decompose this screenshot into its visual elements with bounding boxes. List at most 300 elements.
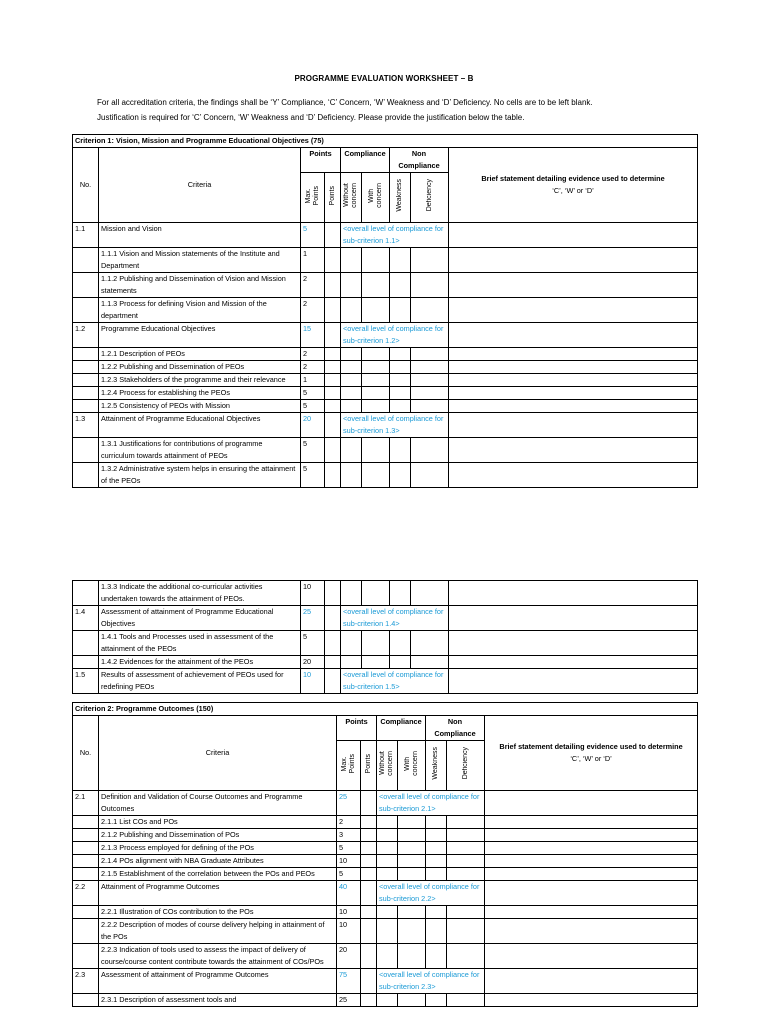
row-points-cell <box>325 656 341 669</box>
row-brief-statement-cell <box>449 361 698 374</box>
row-points-cell <box>325 387 341 400</box>
row-points-cell <box>325 438 341 463</box>
row-without-concern-cell <box>377 919 398 944</box>
row-deficiency-cell <box>447 868 485 881</box>
row-criteria: 2.2.1 Illustration of COs contribution to the POs <box>99 906 337 919</box>
row-weakness-cell <box>390 248 411 273</box>
row-criteria: 1.4.1 Tools and Processes used in assessment of the attainment of the PEOs <box>99 631 301 656</box>
row-brief-statement-cell <box>449 223 698 248</box>
row-with-concern-cell <box>398 842 426 855</box>
row-weakness-cell <box>390 400 411 413</box>
criterion-row <box>73 994 698 1007</box>
row-brief-statement-cell <box>485 881 698 906</box>
row-max-points: 2 <box>301 273 325 298</box>
row-with-concern-cell <box>398 944 426 969</box>
row-without-concern-cell <box>341 273 362 298</box>
row-with-concern-cell <box>362 248 390 273</box>
intro-line-2: Justification is required for ‘C’ Concern, ‘W’ Weakness and ‘D’ Deficiency. Please provide the justification below the table. <box>97 113 525 122</box>
row-with-concern-cell <box>362 298 390 323</box>
row-with-concern-cell <box>362 656 390 669</box>
row-brief-statement-cell <box>449 581 698 606</box>
row-brief-statement-cell <box>485 829 698 842</box>
row-brief-statement-cell <box>449 273 698 298</box>
row-criteria: 1.1.3 Process for defining Vision and Mission of the department <box>99 298 301 323</box>
row-deficiency-cell <box>447 906 485 919</box>
row-max-points: 10 <box>301 581 325 606</box>
row-max-points: 25 <box>301 606 325 631</box>
row-deficiency-cell <box>411 248 449 273</box>
row-with-concern-cell <box>398 919 426 944</box>
row-deficiency-cell <box>411 298 449 323</box>
row-criteria: 2.1.3 Process employed for defining of the POs <box>99 842 337 855</box>
sub-criterion-row <box>73 606 698 631</box>
row-points-cell <box>361 994 377 1007</box>
row-without-concern-cell <box>341 298 362 323</box>
row-points-cell <box>325 400 341 413</box>
header-compliance: Compliance <box>341 148 390 173</box>
row-criteria: 2.1.4 POs alignment with NBA Graduate Attributes <box>99 855 337 868</box>
header-without-concern: Without concern <box>341 173 362 223</box>
row-brief-statement-cell <box>485 994 698 1007</box>
row-max-points: 2 <box>301 298 325 323</box>
criterion-row <box>73 944 698 969</box>
row-weakness-cell <box>390 273 411 298</box>
row-number <box>73 374 99 387</box>
row-points-cell <box>325 631 341 656</box>
row-brief-statement-cell <box>485 816 698 829</box>
row-with-concern-cell <box>362 361 390 374</box>
row-criteria: Attainment of Programme Outcomes <box>99 881 337 906</box>
row-max-points: 20 <box>301 413 325 438</box>
criterion-row <box>73 581 698 606</box>
row-weakness-cell <box>426 919 447 944</box>
row-max-points: 20 <box>301 656 325 669</box>
row-without-concern-cell <box>341 463 362 488</box>
row-without-concern-cell <box>377 855 398 868</box>
row-brief-statement-cell <box>449 400 698 413</box>
row-criteria: Definition and Validation of Course Outcomes and Programme Outcomes <box>99 791 337 816</box>
row-max-points: 5 <box>301 400 325 413</box>
row-criteria: 1.2.2 Publishing and Dissemination of PEOs <box>99 361 301 374</box>
row-points-cell <box>361 906 377 919</box>
row-max-points: 10 <box>301 669 325 694</box>
row-weakness-cell <box>390 348 411 361</box>
header-deficiency: Deficiency <box>411 173 449 223</box>
row-points-cell <box>361 829 377 842</box>
row-weakness-cell <box>426 906 447 919</box>
row-criteria: 2.1.1 List COs and POs <box>99 816 337 829</box>
header-brief-2-line-2: ‘C’, ‘W’ or ‘D’ <box>570 754 612 763</box>
row-number <box>73 361 99 374</box>
row-max-points: 75 <box>337 969 361 994</box>
criterion-row <box>73 438 698 463</box>
row-deficiency-cell <box>411 361 449 374</box>
sub-criterion-row <box>73 223 698 248</box>
row-criteria: 1.4.2 Evidences for the attainment of the PEOs <box>99 656 301 669</box>
row-deficiency-cell <box>411 273 449 298</box>
header-criteria-2: Criteria <box>99 716 337 791</box>
row-points-cell <box>325 581 341 606</box>
row-number: 1.3 <box>73 413 99 438</box>
row-without-concern-cell <box>377 829 398 842</box>
row-number: 1.1 <box>73 223 99 248</box>
sub-criterion-row <box>73 791 698 816</box>
header-criteria: Criteria <box>99 148 301 223</box>
criterion-row <box>73 348 698 361</box>
row-points-cell <box>361 919 377 944</box>
row-number: 2.1 <box>73 791 99 816</box>
row-max-points: 10 <box>337 906 361 919</box>
row-without-concern-cell <box>341 656 362 669</box>
criterion-row <box>73 361 698 374</box>
row-number <box>73 298 99 323</box>
row-criteria: Mission and Vision <box>99 223 301 248</box>
page-title: PROGRAMME EVALUATION WORKSHEET – B <box>294 74 474 83</box>
row-number <box>73 868 99 881</box>
header-brief-line-2: ‘C’, ‘W’ or ‘D’ <box>552 186 594 195</box>
row-brief-statement-cell <box>449 606 698 631</box>
row-with-concern-cell <box>362 387 390 400</box>
row-points-cell <box>325 223 341 248</box>
row-deficiency-cell <box>411 348 449 361</box>
row-number <box>73 581 99 606</box>
row-deficiency-cell <box>447 816 485 829</box>
row-max-points: 15 <box>301 323 325 348</box>
row-without-concern-cell <box>341 387 362 400</box>
row-brief-statement-cell <box>449 656 698 669</box>
row-criteria: Results of assessment of achievement of PEOs used for redefining PEOs <box>99 669 301 694</box>
row-weakness-cell <box>390 581 411 606</box>
row-brief-statement-cell <box>485 944 698 969</box>
row-brief-statement-cell <box>485 842 698 855</box>
row-criteria: Attainment of Programme Educational Objectives <box>99 413 301 438</box>
row-weakness-cell <box>390 387 411 400</box>
row-max-points: 2 <box>301 361 325 374</box>
row-number <box>73 906 99 919</box>
row-points-cell <box>325 348 341 361</box>
row-criteria: 1.3.2 Administrative system helps in ensuring the attainment of the PEOs <box>99 463 301 488</box>
row-max-points: 20 <box>337 944 361 969</box>
row-weakness-cell <box>390 631 411 656</box>
row-criteria: 1.2.3 Stakeholders of the programme and their relevance <box>99 374 301 387</box>
row-max-points: 5 <box>301 463 325 488</box>
row-without-concern-cell <box>377 906 398 919</box>
row-deficiency-cell <box>447 855 485 868</box>
row-number <box>73 994 99 1007</box>
criterion-row <box>73 387 698 400</box>
row-without-concern-cell <box>377 868 398 881</box>
row-without-concern-cell <box>341 374 362 387</box>
header-points-col: Points <box>325 173 341 223</box>
row-number <box>73 631 99 656</box>
row-weakness-cell <box>426 944 447 969</box>
row-criteria: 2.2.3 Indication of tools used to assess the impact of delivery of course/course content contribute towards the attainment of COs/POs <box>99 944 337 969</box>
row-with-concern-cell <box>362 631 390 656</box>
row-points-cell <box>325 248 341 273</box>
row-without-concern-cell <box>341 581 362 606</box>
row-number: 2.2 <box>73 881 99 906</box>
intro-line-1: For all accreditation criteria, the findings shall be ‘Y’ Compliance, ‘C’ Concern, ‘W’ Weakness and ‘D’ Deficiency. No cells are to be left blank. <box>97 98 593 107</box>
header-with-concern-2: With concern <box>398 741 426 791</box>
row-points-cell <box>361 791 377 816</box>
header-points-2: Points <box>337 716 377 741</box>
row-max-points: 2 <box>337 816 361 829</box>
row-with-concern-cell <box>398 906 426 919</box>
sub-criterion-row <box>73 669 698 694</box>
criterion-row <box>73 829 698 842</box>
row-with-concern-cell <box>362 348 390 361</box>
row-deficiency-cell <box>411 438 449 463</box>
row-points-cell <box>361 816 377 829</box>
row-number: 1.2 <box>73 323 99 348</box>
row-without-concern-cell <box>377 816 398 829</box>
row-weakness-cell <box>426 994 447 1007</box>
row-weakness-cell <box>426 855 447 868</box>
row-max-points: 3 <box>337 829 361 842</box>
evaluation-table-3 <box>72 702 698 1007</box>
row-without-concern-cell <box>341 438 362 463</box>
row-weakness-cell <box>426 868 447 881</box>
header-points-col-2: Points <box>361 741 377 791</box>
row-with-concern-cell <box>362 273 390 298</box>
row-number <box>73 944 99 969</box>
row-brief-statement-cell <box>449 438 698 463</box>
row-criteria: 2.3.1 Description of assessment tools and <box>99 994 337 1007</box>
row-brief-statement-cell <box>449 248 698 273</box>
row-max-points: 5 <box>337 842 361 855</box>
row-criteria: 1.2.5 Consistency of PEOs with Mission <box>99 400 301 413</box>
row-weakness-cell <box>426 816 447 829</box>
row-deficiency-cell <box>447 829 485 842</box>
criterion-row <box>73 631 698 656</box>
criterion-row <box>73 842 698 855</box>
row-without-concern-cell <box>341 348 362 361</box>
row-max-points: 5 <box>337 868 361 881</box>
row-max-points: 10 <box>337 919 361 944</box>
row-brief-statement-cell <box>449 374 698 387</box>
row-brief-statement-cell <box>485 868 698 881</box>
row-brief-statement-cell <box>449 669 698 694</box>
header-points: Points <box>301 148 341 173</box>
row-with-concern-cell <box>398 868 426 881</box>
row-points-cell <box>361 855 377 868</box>
row-brief-statement-cell <box>485 969 698 994</box>
row-brief-statement-cell <box>449 387 698 400</box>
row-deficiency-cell <box>447 919 485 944</box>
row-points-cell <box>361 969 377 994</box>
criterion-row <box>73 463 698 488</box>
header-weakness-2: Weakness <box>426 741 447 791</box>
row-deficiency-cell <box>411 400 449 413</box>
row-deficiency-cell <box>411 463 449 488</box>
sub-criterion-row <box>73 323 698 348</box>
row-number <box>73 919 99 944</box>
row-compliance-note: <overall level of compliance for sub-criterion 1.2> <box>341 323 449 348</box>
row-number <box>73 387 99 400</box>
row-brief-statement-cell <box>449 298 698 323</box>
row-deficiency-cell <box>411 581 449 606</box>
criterion-row <box>73 868 698 881</box>
row-max-points: 25 <box>337 994 361 1007</box>
evaluation-table-2 <box>72 580 698 694</box>
row-points-cell <box>325 606 341 631</box>
row-number <box>73 248 99 273</box>
row-criteria: Assessment of attainment of Programme Outcomes <box>99 969 337 994</box>
row-without-concern-cell <box>341 400 362 413</box>
row-brief-statement-cell <box>449 463 698 488</box>
row-max-points: 1 <box>301 248 325 273</box>
header-brief-2-line-1: Brief statement detailing evidence used to determine <box>499 742 683 751</box>
row-number <box>73 400 99 413</box>
row-deficiency-cell <box>447 944 485 969</box>
row-weakness-cell <box>390 374 411 387</box>
criterion-2-title: Criterion 2: Programme Outcomes (150) <box>73 703 698 716</box>
row-brief-statement-cell <box>485 855 698 868</box>
row-criteria: Assessment of attainment of Programme Educational Objectives <box>99 606 301 631</box>
row-compliance-note: <overall level of compliance for sub-criterion 2.2> <box>377 881 485 906</box>
row-brief-statement-cell <box>485 791 698 816</box>
row-max-points: 1 <box>301 374 325 387</box>
row-points-cell <box>361 881 377 906</box>
row-with-concern-cell <box>398 855 426 868</box>
row-weakness-cell <box>390 438 411 463</box>
criterion-row <box>73 298 698 323</box>
row-points-cell <box>325 463 341 488</box>
row-criteria: 1.3.3 Indicate the additional co-curricular activities undertaken towards the attainment of PEOs. <box>99 581 301 606</box>
row-criteria: 2.1.2 Publishing and Dissemination of POs <box>99 829 337 842</box>
row-max-points: 40 <box>337 881 361 906</box>
row-points-cell <box>361 842 377 855</box>
header-no-2: No. <box>73 716 99 791</box>
row-criteria: 2.1.5 Establishment of the correlation between the POs and PEOs <box>99 868 337 881</box>
criterion-row <box>73 400 698 413</box>
row-number <box>73 816 99 829</box>
row-criteria: 1.1.2 Publishing and Dissemination of Vision and Mission statements <box>99 273 301 298</box>
criterion-row <box>73 919 698 944</box>
row-without-concern-cell <box>377 944 398 969</box>
row-points-cell <box>325 273 341 298</box>
row-max-points: 5 <box>301 631 325 656</box>
row-points-cell <box>325 361 341 374</box>
row-deficiency-cell <box>447 842 485 855</box>
criterion-row <box>73 273 698 298</box>
row-max-points: 10 <box>337 855 361 868</box>
criterion-row <box>73 656 698 669</box>
header-max-points: Max. Points <box>301 173 325 223</box>
row-brief-statement-cell <box>485 919 698 944</box>
row-number <box>73 842 99 855</box>
row-number <box>73 438 99 463</box>
row-number: 1.5 <box>73 669 99 694</box>
row-number <box>73 829 99 842</box>
row-compliance-note: <overall level of compliance for sub-criterion 1.3> <box>341 413 449 438</box>
row-with-concern-cell <box>362 438 390 463</box>
evaluation-table-1 <box>72 134 698 488</box>
row-with-concern-cell <box>362 374 390 387</box>
header-non-compliance-2: Non Compliance <box>426 716 485 741</box>
row-without-concern-cell <box>377 842 398 855</box>
row-number <box>73 855 99 868</box>
row-deficiency-cell <box>411 374 449 387</box>
row-number <box>73 348 99 361</box>
row-max-points: 25 <box>337 791 361 816</box>
row-criteria: 1.1.1 Vision and Mission statements of the Institute and Department <box>99 248 301 273</box>
row-points-cell <box>361 944 377 969</box>
header-compliance-2: Compliance <box>377 716 426 741</box>
row-deficiency-cell <box>447 994 485 1007</box>
row-compliance-note: <overall level of compliance for sub-criterion 1.1> <box>341 223 449 248</box>
row-points-cell <box>361 868 377 881</box>
criterion-row <box>73 374 698 387</box>
row-criteria: 1.2.4 Process for establishing the PEOs <box>99 387 301 400</box>
row-weakness-cell <box>390 361 411 374</box>
header-deficiency-2: Deficiency <box>447 741 485 791</box>
header-with-concern: With concern <box>362 173 390 223</box>
criterion-row <box>73 906 698 919</box>
row-brief-statement-cell <box>485 906 698 919</box>
row-criteria: Programme Educational Objectives <box>99 323 301 348</box>
criterion-row <box>73 816 698 829</box>
header-max-points-2: Max. Points <box>337 741 361 791</box>
row-number <box>73 656 99 669</box>
row-brief-statement-cell <box>449 413 698 438</box>
criterion-1-title: Criterion 1: Vision, Mission and Programme Educational Objectives (75) <box>73 135 698 148</box>
row-brief-statement-cell <box>449 323 698 348</box>
row-points-cell <box>325 298 341 323</box>
header-no: No. <box>73 148 99 223</box>
row-criteria: 2.2.2 Description of modes of course delivery helping in attainment of the POs <box>99 919 337 944</box>
row-without-concern-cell <box>341 248 362 273</box>
row-weakness-cell <box>426 842 447 855</box>
row-criteria: 1.2.1 Description of PEOs <box>99 348 301 361</box>
row-with-concern-cell <box>398 994 426 1007</box>
row-with-concern-cell <box>362 581 390 606</box>
row-compliance-note: <overall level of compliance for sub-criterion 1.4> <box>341 606 449 631</box>
row-number <box>73 273 99 298</box>
row-deficiency-cell <box>411 656 449 669</box>
row-max-points: 5 <box>301 223 325 248</box>
row-with-concern-cell <box>362 463 390 488</box>
sub-criterion-row <box>73 969 698 994</box>
header-brief-statement-2 <box>485 716 698 791</box>
row-deficiency-cell <box>411 631 449 656</box>
row-deficiency-cell <box>411 387 449 400</box>
row-number <box>73 463 99 488</box>
row-without-concern-cell <box>341 361 362 374</box>
row-points-cell <box>325 374 341 387</box>
header-without-concern-2: Without concern <box>377 741 398 791</box>
row-compliance-note: <overall level of compliance for sub-criterion 1.5> <box>341 669 449 694</box>
criterion-row <box>73 248 698 273</box>
row-max-points: 5 <box>301 387 325 400</box>
row-with-concern-cell <box>398 829 426 842</box>
row-weakness-cell <box>426 829 447 842</box>
header-brief-statement <box>449 148 698 223</box>
row-points-cell <box>325 669 341 694</box>
row-number: 1.4 <box>73 606 99 631</box>
header-weakness: Weakness <box>390 173 411 223</box>
row-max-points: 2 <box>301 348 325 361</box>
row-max-points: 5 <box>301 438 325 463</box>
header-non-compliance: Non Compliance <box>390 148 449 173</box>
sub-criterion-row <box>73 413 698 438</box>
row-weakness-cell <box>390 463 411 488</box>
criterion-row <box>73 855 698 868</box>
row-compliance-note: <overall level of compliance for sub-criterion 2.3> <box>377 969 485 994</box>
row-weakness-cell <box>390 298 411 323</box>
row-without-concern-cell <box>377 994 398 1007</box>
row-weakness-cell <box>390 656 411 669</box>
